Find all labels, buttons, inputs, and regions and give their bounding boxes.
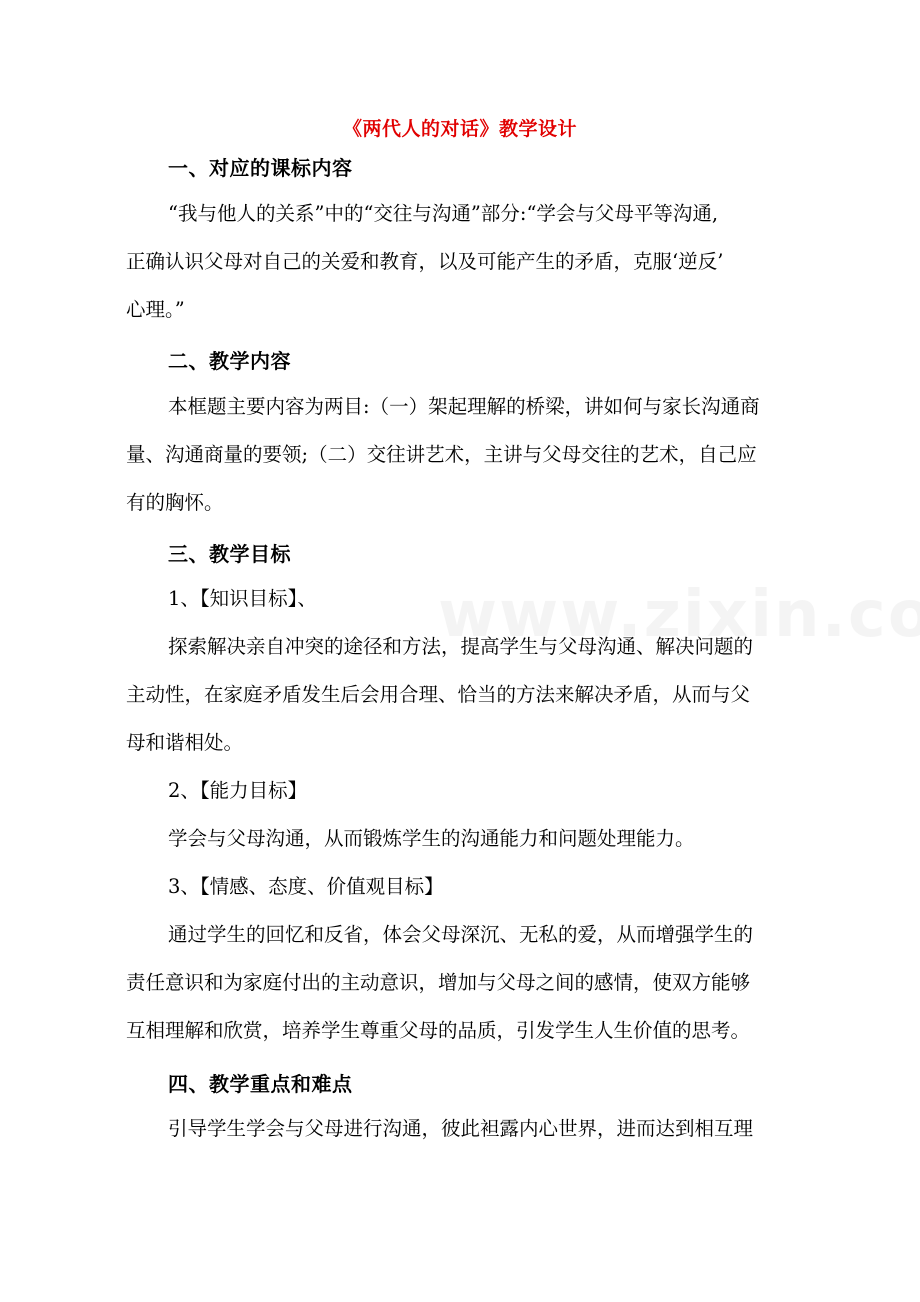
section-heading-4: 四、教学重点和难点 (168, 1072, 353, 1096)
goal-subheading-knowledge: 1、【知识目标】、 (168, 587, 317, 610)
section-2-paragraph (126, 383, 826, 527)
section-3-goals (126, 575, 826, 1055)
paragraph-line: 本框题主要内容为两目:（一）架起理解的桥梁，讲如何与家长沟通商 (168, 395, 760, 418)
paragraph-line: 母和谐相处。 (126, 731, 244, 754)
paragraph-line: 量、沟通商量的要领;（二）交往讲艺术，主讲与父母交往的艺术，自己应 (126, 443, 757, 466)
paragraph-line: 主动性，在家庭矛盾发生后会用合理、恰当的方法来解决矛盾，从而与父 (126, 683, 751, 706)
section-heading-3: 三、教学目标 (168, 542, 291, 566)
paragraph-line: 互相理解和欣赏，培养学生尊重父母的品质，引发学生人生价值的思考。 (126, 1019, 751, 1042)
section-heading-2: 二、教学内容 (168, 349, 291, 373)
section-heading-1: 一、对应的课标内容 (168, 156, 353, 180)
section-1-paragraph (126, 190, 826, 334)
paragraph-line: 通过学生的回忆和反省，体会父母深沉、无私的爱，从而增强学生的 (168, 923, 754, 946)
paragraph-line: 正确认识父母对自己的关爱和教育，以及可能产生的矛盾，克服‘逆反’ (126, 250, 724, 273)
paragraph-line: 探索解决亲自冲突的途径和方法，提高学生与父母沟通、解决问题的 (168, 635, 754, 658)
section-4-paragraph (126, 1105, 826, 1153)
paragraph-line: 责任意识和为家庭付出的主动意识，增加与父母之间的感情，使双方能够 (126, 971, 751, 994)
document-title: 《两代人的对话》教学设计 (342, 118, 577, 140)
goal-subheading-ability: 2、【能力目标】 (168, 779, 308, 802)
paragraph-line: “我与他人的关系”中的“交往与沟通”部分:“学会与父母平等沟通, (168, 202, 719, 225)
paragraph-line: 有的胸怀。 (126, 491, 224, 514)
goal-subheading-emotion: 3、【情感、态度、价值观目标】 (168, 875, 444, 898)
paragraph-line: 引导学生学会与父母进行沟通，彼此袒露内心世界，进而达到相互理 (168, 1117, 754, 1140)
paragraph-line: 学会与父母沟通，从而锻炼学生的沟通能力和问题处理能力。 (168, 827, 695, 850)
paragraph-line: 心理。” (126, 298, 185, 321)
